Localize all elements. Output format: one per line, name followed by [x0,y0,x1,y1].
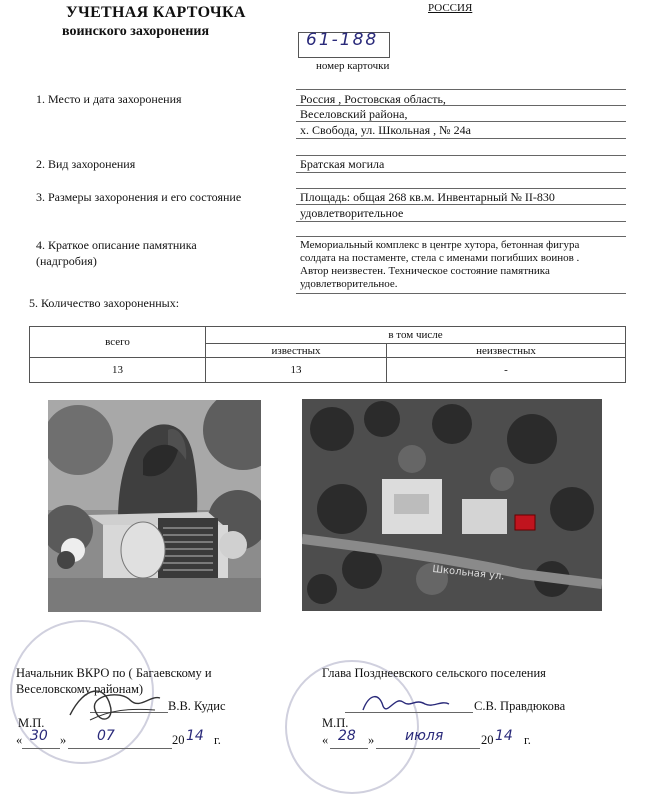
field-description-value: Мемориальный комплекс в центре хутора, бетонная фигура солдата на постаменте, стела с именами погибших воинов . Автор неизвестен. Техническое состояние памятника удовлетворительное. [300,239,580,290]
card-number-handwritten: 61-188 [306,30,379,50]
field-size-label: 3. Размеры захоронения и его состояние [36,190,242,204]
right-mp-label: М.П. [322,716,349,730]
right-signature [355,688,455,724]
unknown-count: - [387,358,626,383]
field-type-value: Братская могила [300,157,385,171]
left-signer-title-2: Веселовскому районам) [16,682,144,696]
field-place-line-3: х. Свобода, ул. Школьная , № 24а [300,123,471,137]
field-place-line-1: Россия , Ростовская область, [300,92,446,106]
left-signature [60,680,170,730]
street-label: Школьная ул. [431,563,506,583]
left-date-year-prefix: 20 [172,733,185,747]
left-signer-name: В.В. Кудис [168,699,226,713]
col-unknown-header: неизвестных [387,344,626,358]
right-signer-title: Глава Позднеевского сельского поселения [322,666,546,680]
right-signer-name: С.В. Правдюкова [474,699,566,713]
col-total-header: всего [30,327,206,358]
buried-count-table [29,326,626,383]
left-date-month: 07 [97,728,115,744]
left-mp-label: М.П. [18,716,45,730]
card-subtitle: воинского захоронения [62,24,210,39]
field-size-line-2: удовлетворительное [300,206,404,220]
monument-photo [48,400,261,612]
field-description-label-1: 4. Краткое описание памятника [36,238,197,252]
right-date-year-end: г. [524,733,531,747]
left-signer-title-1: Начальник ВКРО по ( Багаевскому и [16,666,212,680]
field-place-line-2: Веселовский района, [300,107,408,121]
field-description-label-2: (надгробия) [36,254,97,268]
right-date-year-suffix: 14 [495,728,513,744]
col-including-header: в том числе [206,327,626,344]
right-date-year-prefix: 20 [481,733,494,747]
field-type-label: 2. Вид захоронения [36,157,136,171]
satellite-map [302,399,602,611]
card-title: УЧЕТНАЯ КАРТОЧКА [66,4,246,21]
right-date-day: 28 [338,728,356,744]
buried-count-label: 5. Количество захороненных: [29,296,180,310]
country-label: РОССИЯ [428,2,473,14]
total-count: 13 [30,358,206,383]
field-size-line-1: Площадь: общая 268 кв.м. Инвентарный № II-830 [300,190,555,204]
left-date-year-suffix: 14 [186,728,204,744]
right-date-month: июля [405,728,444,744]
col-known-header: известных [206,344,387,358]
card-number-label: номер карточки [316,60,390,72]
known-count: 13 [206,358,387,383]
left-date-day: 30 [30,728,48,744]
field-place-label: 1. Место и дата захоронения [36,92,182,106]
left-date-year-end: г. [214,733,221,747]
